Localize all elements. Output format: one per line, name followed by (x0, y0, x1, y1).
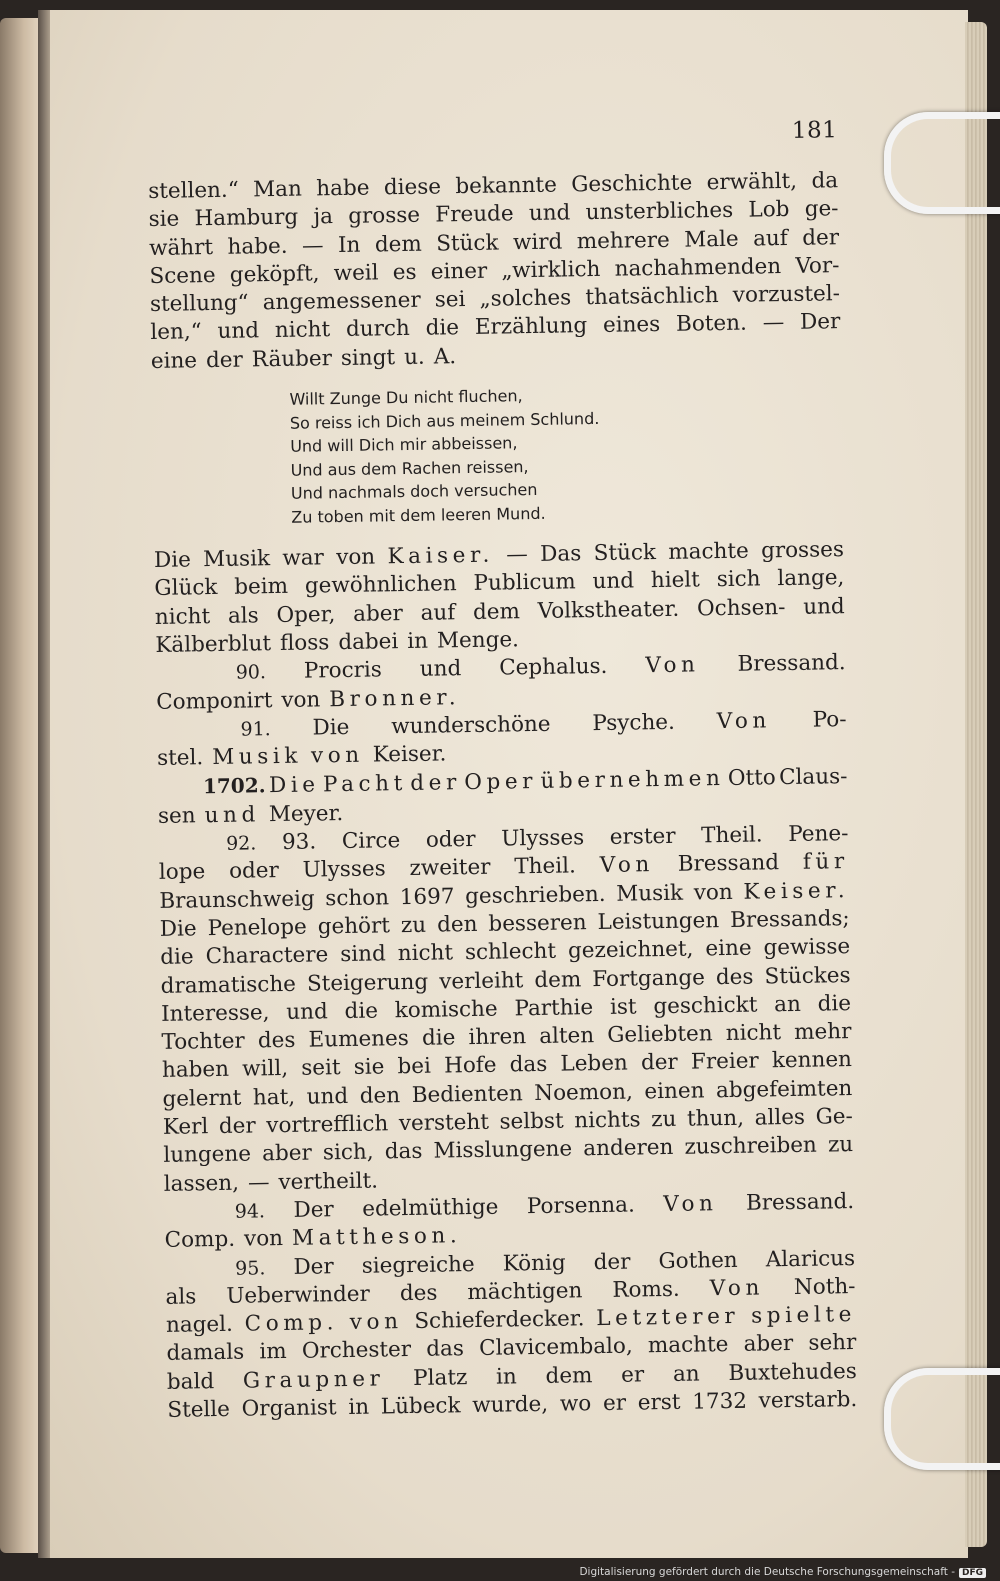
text-line: damals im Orchester das Clavicembalo, machte aber sehr (166, 1330, 857, 1367)
verse-line: Und nachmals doch versuchen (290, 480, 538, 503)
paragraph-intro (148, 167, 841, 376)
text-line: die Charactere sind nicht schlecht gezeichnet, eine gewisse (160, 934, 851, 971)
text-line: währt habe. — In dem Stück wird mehrere Male auf der (148, 224, 840, 261)
paper-clip-top (884, 112, 1000, 214)
text-line: sen und Meyer. (157, 800, 344, 829)
verse-line: Und will Dich mir abbeissen, (290, 433, 518, 456)
page-text (148, 117, 858, 1425)
verse-line: So reiss ich Dich aus meinem Schlund. (289, 408, 600, 433)
text-line: Kerl der vortrefflich versteht selbst nichts zu thun, alles Ge- (162, 1104, 853, 1140)
text-line: Braunschweig schon 1697 geschrieben. Musik von Keiser. (159, 877, 850, 914)
text-line: Stelle Organist in Lübeck wurde, wo er erst 1732 verstarb. (167, 1386, 858, 1423)
left-page-edge (0, 18, 40, 1553)
text-line: 94. Der edelmüthige Porsenna. Von Bressand. (234, 1188, 855, 1223)
text-line: 91. Die wunderschöne Psyche. Von Po- (240, 706, 847, 741)
text-line: eine der Räuber singt u. A. (150, 343, 457, 374)
verse-line: Zu toben mit dem leeren Mund. (291, 503, 546, 527)
verse-line: Und aus dem Rachen reissen, (290, 456, 529, 480)
text-line: Glück beim gewöhnlichen Publicum und hielt sich lange, (154, 565, 845, 602)
dfg-logo: DFG (959, 1568, 986, 1578)
text-line: nicht als Oper, aber auf dem Volkstheater. Ochsen- und (154, 593, 845, 630)
text-line: Die Musik war von Kaiser. — Das Stück machte grosses (153, 537, 845, 574)
text-line: Die Penelope gehört zu den besseren Leistungen Bressands; (159, 906, 850, 942)
text-line: stellung“ angemessener sei „solches thatsächlich vorzustel- (149, 281, 841, 318)
text-line: lassen, — vertheilt. (163, 1168, 379, 1197)
text-line: stel. Musik von Keiser. (156, 741, 447, 772)
verse-quotation (289, 379, 843, 529)
text-line: Comp. von Mattheson. (164, 1223, 462, 1254)
text-line: 95. Der siegreiche König der Gothen Alaricus (235, 1245, 856, 1280)
text-line: lungene aber sich, das Misslungene anderen zuschreiben zu (163, 1132, 854, 1169)
text-line: Componirt von Bronner. (156, 684, 461, 715)
text-line: Kälberblut floss dabei in Menge. (155, 627, 520, 658)
text-line: 1702. Die Pacht der Oper übernehmen Otto Claus- (202, 764, 848, 799)
verse-line: Willt Zunge Du nicht fluchen, (289, 386, 523, 409)
text-line: haben will, seit sie bei Hofe das Leben der Freier kennen (161, 1047, 853, 1084)
text-line: nagel. Comp. von Schieferdecker. Letzterer spielte (165, 1302, 857, 1338)
text-line: dramatische Steigerung verleiht dem Fortgange des Stückes (160, 962, 851, 999)
text-line: sie Hamburg ja grosse Freude und unsterbliches Lob ge- (148, 196, 839, 233)
text-line: 90. Procris und Cephalus. Von Bressand. (235, 650, 846, 684)
text-line: Scene geköpft, weil es einer „wirklich nachahmenden Vor- (149, 253, 840, 289)
text-line: lope oder Ulysses zweiter Theil. Von Bressand für (158, 849, 849, 886)
text-line: len,“ und nicht durch die Erzählung eines Boten. — Der (150, 309, 841, 346)
text-line: bald Graupner Platz in dem er an Buxtehudes (166, 1358, 857, 1395)
text-line: Tochter des Eumenes die ihren alten Geliebten nicht mehr (161, 1019, 852, 1056)
text-line: 92. 93. Circe oder Ulysses erster Theil. Pene- (225, 821, 849, 856)
text-line: gelernt hat, und den Bedienten Noemon, einen abgefeimten (162, 1075, 853, 1112)
page-number: 181 (791, 117, 838, 144)
text-line: stellen.“ Man habe diese bekannte Geschichte erwählt, da (148, 168, 839, 204)
entries-list (154, 536, 858, 1425)
text-line: als Ueberwinder des mächtigen Roms. Von Noth- (165, 1273, 856, 1310)
paper-clip-bottom (884, 1368, 1000, 1470)
text-line: Interesse, und die komische Parthie ist geschickt an die (160, 990, 852, 1027)
page-stack-edge (965, 22, 987, 1547)
credit-text: Digitalisierung gefördert durch die Deutsche Forschungsgemeinschaft - (579, 1566, 955, 1578)
digitization-credit (579, 1566, 986, 1578)
